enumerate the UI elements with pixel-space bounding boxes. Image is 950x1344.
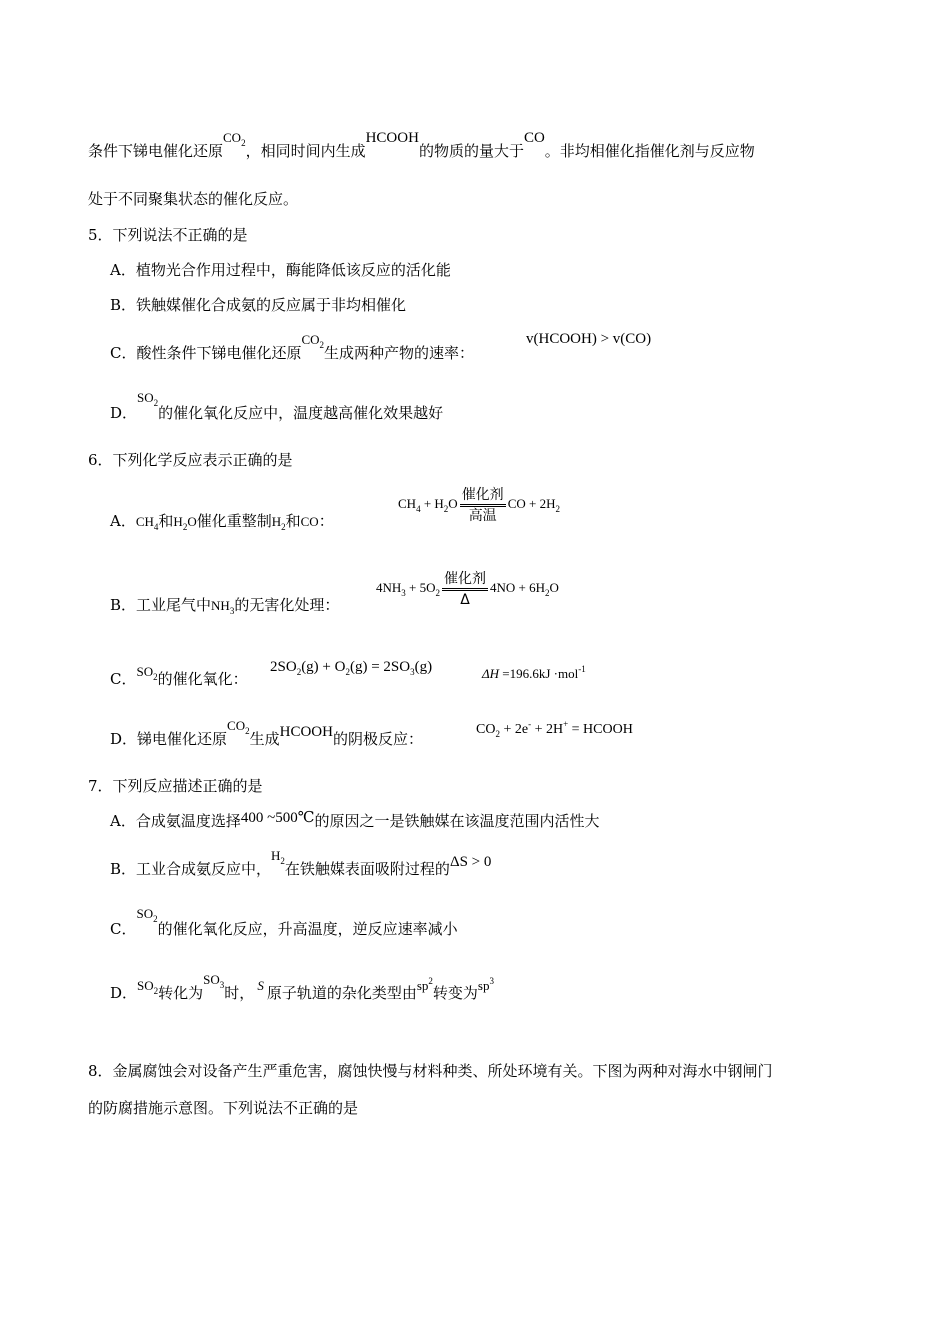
- q6d-co2: [227, 718, 250, 736]
- q7c-so2: [136, 906, 158, 924]
- q6b-eq-nh3: 4NH: [376, 580, 402, 595]
- q6c-so2-main: SO: [136, 664, 154, 679]
- q7d-text-4: 转变为: [432, 984, 478, 1002]
- q7d-so2-sub: 2: [153, 986, 159, 996]
- q5-option-c: [110, 332, 475, 370]
- q7d-sp2-sup: 2: [428, 976, 433, 986]
- q6d-co2-main: CO: [227, 718, 246, 733]
- q7b-entropy: ΔS > 0: [449, 854, 492, 870]
- q5d-label: D．: [110, 404, 138, 422]
- q6a-eq-right: CO + 2H: [507, 496, 556, 511]
- q6d-eq-co2-sub: 2: [495, 729, 500, 739]
- q7d-sp3: [478, 978, 494, 993]
- q7b-text-2: 在铁触媒表面吸附过程的: [284, 860, 450, 878]
- q5c-co2-main: CO: [301, 332, 320, 347]
- q7c-so2-main: SO: [136, 906, 154, 921]
- q6-option-a: [110, 510, 334, 538]
- q7b-h2-sub: 2: [280, 856, 285, 866]
- q7d-sp2-main: sp: [416, 978, 429, 993]
- q6c-so2-sub: 2: [153, 672, 158, 682]
- q7c-so2-sub: 2: [153, 914, 158, 924]
- q7a-range: 400 ~500℃: [240, 810, 315, 826]
- q6a-condition: [460, 486, 506, 525]
- q6c-eq-sub2: 2: [345, 667, 350, 677]
- intro-co2: [223, 130, 246, 148]
- q6b-cond-top: 催化剂: [442, 570, 488, 591]
- q6d-text-2: 生成: [249, 730, 280, 748]
- q6a-equation: [398, 484, 560, 529]
- q5-option-d: [110, 390, 444, 430]
- q8-line-1: 8．金属腐蚀会对设备产生严重危害，腐蚀快慢与材料种类、所处环境有关。下图为两种对海水中钢闸门: [88, 1062, 773, 1080]
- q6a-eq-plus: + H: [420, 496, 444, 511]
- q8-line-2: 的防腐措施示意图。下列说法不正确的是: [88, 1099, 359, 1117]
- intro-text-4: 。非均相催化指催化剂与反应物: [544, 142, 755, 160]
- q6d-eq-h-sup: +: [563, 719, 569, 729]
- q6a-eq-ch4: CH: [398, 496, 417, 511]
- q7d-so3-sub: 3: [219, 980, 225, 990]
- q6b-eq-nh3-sub: 3: [401, 588, 406, 598]
- q7-option-d: [110, 972, 494, 1010]
- q6b-nh3-main: NH: [211, 598, 230, 613]
- q6d-eq-right: = HCOOH: [568, 722, 633, 737]
- q6d-co2-sub: 2: [245, 726, 250, 736]
- intro-co2-sub: 2: [241, 138, 246, 148]
- q6a-eq-right-sub: 2: [555, 504, 560, 514]
- q6d-eq-co2: CO: [476, 722, 496, 737]
- q7d-text-2: 时，: [224, 984, 255, 1002]
- q5d-so2-sub: 2: [153, 398, 159, 408]
- q6a-label: A．: [110, 512, 136, 530]
- q7b-text-1: B．工业合成氨反应中，: [110, 860, 272, 878]
- q6a-h2o-sub: 2: [182, 522, 188, 532]
- q6b-eq-right: 4NO + 6H: [490, 580, 546, 595]
- q7-option-a: [110, 810, 600, 833]
- q6c-eq-sub1: 2: [296, 667, 302, 677]
- q6d-equation: [476, 713, 633, 745]
- q6a-h2o-o: O: [187, 514, 197, 529]
- q6a-text: 催化重整制: [196, 512, 272, 530]
- q7-option-c: [110, 906, 458, 946]
- q5c-text-2: 生成两种产物的速率：: [324, 344, 475, 362]
- q6a-and-1: 和: [158, 512, 174, 530]
- q7b-h2: [271, 848, 285, 866]
- q6d-text-3: 的阴极反应：: [332, 730, 423, 748]
- q6d-eq-e-sup: -: [528, 719, 532, 729]
- q6b-nh3: [211, 598, 235, 616]
- intro-line-1: [88, 130, 755, 168]
- q7a-text-1: A．合成氨温度选择: [110, 812, 241, 830]
- q7d-so2: [137, 978, 159, 996]
- q6a-ch4-main: CH: [135, 514, 154, 529]
- q6a-h2: [271, 514, 286, 532]
- q7d-so3-main: SO: [203, 972, 220, 987]
- q5c-text-1: C．酸性条件下锑电催化还原: [110, 344, 302, 362]
- q6b-eq-right-o: O: [549, 580, 559, 595]
- q6a-cond-bot: 高温: [468, 507, 497, 524]
- q6a-h2-sub: 2: [281, 522, 286, 532]
- q6c-dh-val: =196.6kJ ·mol: [499, 666, 579, 681]
- q6b-equation: [376, 568, 559, 613]
- q6-stem: 6．下列化学反应表示正确的是: [88, 451, 293, 469]
- q6b-text-2: 的无害化处理：: [234, 596, 340, 614]
- q6a-eq-o: O: [448, 496, 458, 511]
- q6c-eq-sub3: 3: [410, 667, 415, 677]
- q7d-sp3-main: sp: [477, 978, 490, 993]
- q6a-cond-top: 催化剂: [460, 486, 506, 507]
- q6a-h2o-h: H: [173, 514, 183, 529]
- q7d-sp2: [417, 978, 433, 993]
- q7c-label: C．: [110, 920, 137, 938]
- q5d-so2-main: SO: [137, 390, 154, 405]
- q7a-text-2: 的原因之一是铁触媒在该温度范围内活性大: [314, 812, 600, 830]
- q6a-colon: ：: [318, 512, 334, 530]
- q6b-eq-o2-sub: 2: [435, 588, 441, 598]
- q5d-text: 的催化氧化反应中，温度越高催化效果越好: [158, 404, 444, 422]
- q6b-condition: [442, 570, 488, 609]
- q6a-ch4: [135, 514, 159, 532]
- q6-option-b: [110, 594, 339, 622]
- q7d-text-1: 转化为: [158, 984, 204, 1002]
- q6c-text: 的催化氧化：: [157, 670, 248, 688]
- q6a-eq-ch4-sub: 4: [416, 504, 421, 514]
- q6d-eq-e: + 2e: [499, 722, 529, 737]
- q7d-so3: [203, 972, 225, 990]
- q6c-enthalpy: [482, 658, 586, 685]
- q7d-s: S: [257, 978, 264, 993]
- q5-stem: 5．下列说法不正确的是: [88, 226, 248, 244]
- q6a-co: CO: [300, 514, 319, 529]
- q6b-cond-bot: Δ: [460, 591, 470, 608]
- q7-option-b: [110, 848, 492, 886]
- q6c-label: C．: [110, 670, 137, 688]
- q6d-text-1: D．锑电催化还原: [110, 730, 228, 748]
- q5c-rate-formula: v(HCOOH) > v(CO): [526, 331, 652, 347]
- intro-text-3: 的物质的量大于: [418, 142, 524, 160]
- q6d-hcooh: HCOOH: [279, 724, 333, 740]
- q6b-eq-right-sub: 2: [545, 588, 550, 598]
- q5-option-a: A．植物光合作用过程中，酶能降低该反应的活化能: [110, 261, 451, 279]
- q6a-h2-main: H: [271, 514, 282, 529]
- q7c-text: 的催化氧化反应，升高温度，逆反应速率减小: [157, 920, 458, 938]
- intro-hcooh: HCOOH: [365, 130, 419, 146]
- q7d-label: D．: [110, 984, 138, 1002]
- q5c-co2-sub: 2: [319, 340, 325, 350]
- q6c-dh-sup: -1: [578, 664, 586, 674]
- q6c-eq-4: (g): [414, 659, 433, 675]
- intro-co: CO: [523, 130, 545, 146]
- q7-stem: 7．下列反应描述正确的是: [88, 777, 263, 795]
- q6c-eq-3: (g) = 2SO: [349, 659, 411, 675]
- q6a-eq-h2o-sub: 2: [443, 504, 449, 514]
- q6b-text-1: B．工业尾气中: [110, 596, 212, 614]
- q5d-so2: [137, 390, 159, 408]
- q6d-eq-h: + 2H: [531, 722, 564, 737]
- intro-co2-main: CO: [223, 130, 242, 145]
- q6b-nh3-sub: 3: [229, 606, 235, 616]
- q6c-dh: ΔH: [482, 666, 500, 681]
- q6c-so2: [136, 664, 158, 682]
- q7d-sp3-sup: 3: [489, 976, 494, 986]
- intro-text-1: 条件下锑电催化还原: [88, 142, 224, 160]
- q6b-eq-plus: + 5O: [405, 580, 436, 595]
- q5c-co2: [301, 332, 325, 350]
- q6a-ch4-sub: 4: [153, 522, 159, 532]
- q6-option-c: [110, 664, 248, 696]
- intro-text-2: ，相同时间内生成: [245, 142, 366, 160]
- q6c-eq-1: 2SO: [270, 659, 297, 675]
- q7b-h2-main: H: [271, 848, 281, 863]
- q7d-so2-main: SO: [137, 978, 154, 993]
- q6-option-d: [110, 718, 423, 756]
- q5-option-b: B．铁触媒催化合成氨的反应属于非均相催化: [110, 296, 407, 314]
- q7d-text-3: 原子轨道的杂化类型由: [266, 984, 417, 1002]
- intro-line-2: 处于不同聚集状态的催化反应。: [88, 190, 299, 208]
- q6c-eq-2: (g) + O: [301, 659, 346, 675]
- q6a-h2o: [173, 514, 197, 532]
- q6c-equation: [270, 656, 432, 683]
- q6a-and-2: 和: [285, 512, 301, 530]
